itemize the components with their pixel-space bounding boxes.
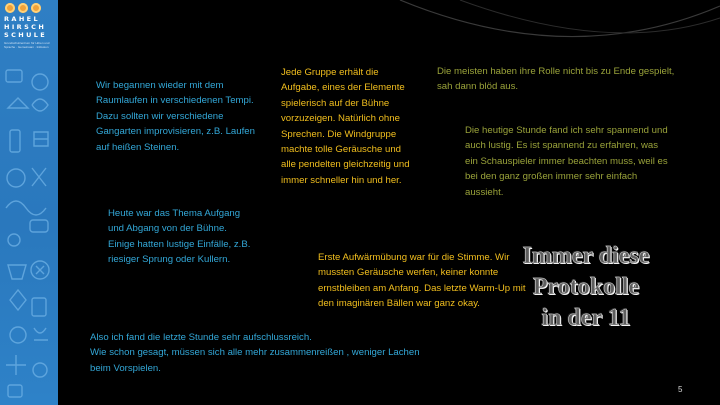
page-number: 5 xyxy=(678,385,683,394)
school-doodle-pattern-icon xyxy=(0,60,58,405)
logo-line-1: RAHEL xyxy=(4,15,41,23)
decorative-swoosh xyxy=(390,0,720,60)
logo-circle-icon xyxy=(18,3,28,13)
logo-emblem xyxy=(2,3,56,13)
protocol-entry-stage-entrance: Heute war das Thema Aufgang und Abgang von der Bühne. Einige hatten lustige Einfälle, z.B. riesiger Sprung oder Kullern. xyxy=(108,208,251,266)
protocol-entry-roles: Die meisten haben ihre Rolle nicht bis zu Ende gespielt, sah dann blöd aus. xyxy=(437,66,675,93)
logo-circle-icon xyxy=(5,3,15,13)
protocol-entry-voice-warmup: Erste Aufwärmübung war für die Stimme. Wir mussten Geräusche werfen, keiner konnte ernstbleiben am Anfang. Das letzte Warm-Up mit den imaginären Bällen war ganz okay. xyxy=(318,252,526,310)
protocol-entry-summary: Also ich fand die letzte Stunde sehr aufschlussreich. Wie schon gesagt, müssen sich alle mehr zusammenreißen , weniger Lachen beim Vorspielen. xyxy=(90,332,420,374)
logo-subtitle: Grundschulzentrum für Hören und Sprache · Gemeinsam · Inklusion xyxy=(4,41,50,49)
protocol-entry-elements-group: Jede Gruppe erhält die Aufgabe, eines der Elemente spielerisch auf der Bühne vorzuzeigen. Natürlich ohne Sprechen. Die Windgruppe machte tolle Geräusche und alle pendelten gleichzeitig und immer schneller hin und her. xyxy=(281,67,410,186)
sidebar-banner xyxy=(0,0,58,405)
logo-line-3: SCHULE xyxy=(4,31,48,39)
protocol-entry-opinion: Die heutige Stunde fand ich sehr spannend und auch lustig. Es ist spannend zu erfahren, was ein Schauspieler immer beachten muss, weil es bei den ganz großen immer sehr einfach aussieht. xyxy=(465,125,668,198)
protocol-entry-warmup-walking: Wir begannen wieder mit dem Raumlaufen in verschiedenen Tempi. Dazu sollten wir verschiedene Gangarten improvisieren, z.B. Laufen auf heißen Steinen. xyxy=(96,80,255,153)
slide-title: Immer diese Protokolle in der 11 xyxy=(522,243,650,331)
logo-line-2: HIRSCH xyxy=(4,23,47,31)
school-logo xyxy=(2,3,56,49)
logo-circle-icon xyxy=(31,3,41,13)
